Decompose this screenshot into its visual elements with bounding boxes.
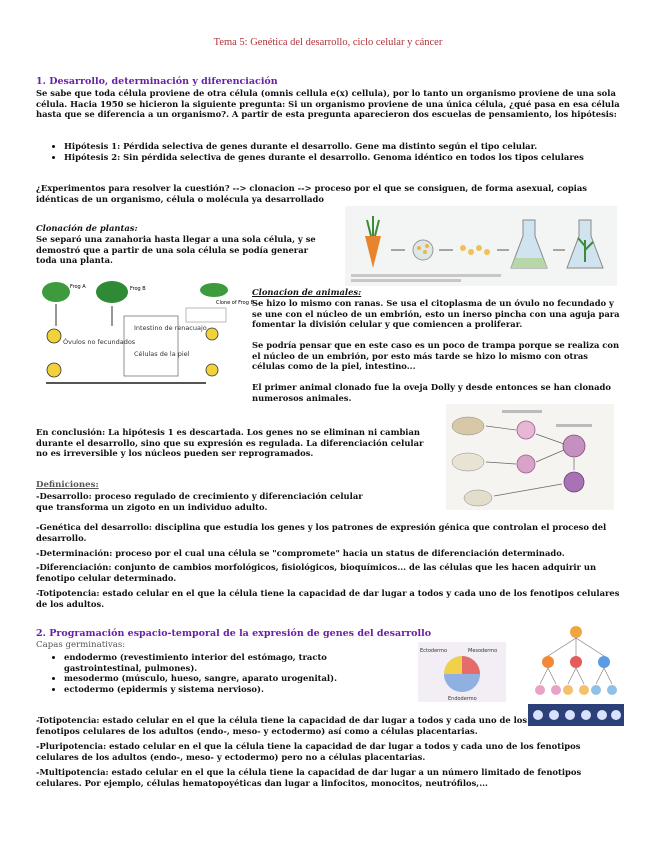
capas-list bbox=[36, 652, 356, 694]
intestino-label: Intestino de renacuajo bbox=[134, 324, 207, 332]
experiments-paragraph: ¿Experimentos para resolver la cuestión? --> clonacion --> proceso por el que se consiguen, de forma asexual, copias idénticas de un organismo, célula o molécula ya desarrollado bbox=[36, 183, 588, 204]
capa-mesodermo: • mesodermo (músculo, hueso, sangre, aparato urogenital). bbox=[64, 673, 356, 684]
section-1-heading: 1. Desarrollo, determinación y diferenciación bbox=[36, 76, 278, 87]
page-title: Tema 5: Genética del desarrollo, ciclo celular y cáncer bbox=[213, 37, 443, 48]
ovulos-label: Óvulos no fecundados bbox=[63, 338, 136, 346]
potencia-totipotencia: -Totipotencia: estado celular en el que la célula tiene la capacidad de dar lugar a todos y cada uno de los fenotipos celulares de los adultos (endo-, meso- y ectodermo) así como a células placentarias. bbox=[36, 715, 528, 736]
animals-heading: Clonacion de animales: bbox=[252, 287, 362, 297]
frog-clone-label: Clone of Frog B bbox=[216, 300, 254, 306]
stem-cell-hierarchy-figure bbox=[526, 622, 626, 732]
conclusion-paragraph: En conclusión: La hipótesis 1 es descartada. Los genes no se eliminan ni cambian durante el desarrollo, sino que su expresión es regulada. La diferenciación celular no es irreversible y los núcleos pueden ser reprogramados. bbox=[36, 427, 424, 459]
celulas-piel-label: Células de la piel bbox=[134, 350, 190, 358]
section-1-intro: Se sabe que toda célula proviene de otra célula (omnis cellula e(x) cellula), por lo tanto un organismo proviene de una sola célula. Hacia 1950 se hicieron la siguiente pregunta: Si un organismo proviene de una única célula, ¿qué pasa en esa célula hasta que se diferencia a un organismo?. A partir de esta pregunta aparecieron dos escuelas de pensamiento, los hipótesis: bbox=[36, 88, 620, 120]
animals-paragraph-3: El primer animal clonado fue la oveja Dolly y desde entonces se han clonado numerosos animales. bbox=[252, 382, 611, 403]
plants-text: Se separó una zanahoria hasta llegar a una sola célula, y se demostró que a partir de una sola célula se podía generar toda una planta. bbox=[36, 234, 316, 266]
animals-paragraph-2: Se podría pensar que en este caso es un poco de trampa porque se realiza con el núcleo de un embrión, por esto más tarde se hizo lo mismo con otras células como de la piel, intestino... bbox=[252, 340, 620, 372]
definitions-heading: Definiciones: bbox=[36, 480, 99, 490]
capas-heading: Capas germinativas: bbox=[36, 640, 126, 650]
frog-b-label: Frog B bbox=[130, 286, 146, 292]
capa-ectodermo: • ectodermo (epidermis y sistema nervioso). bbox=[64, 684, 356, 695]
definition-genetica: -Genética del desarrollo: disciplina que estudia los genes y los patrones de expresión génica que controlan el proceso del desarrollo. bbox=[36, 522, 607, 543]
germ-layers-figure bbox=[418, 642, 506, 702]
frog-cloning-figure bbox=[36, 278, 254, 388]
endodermo-label: Endodermo bbox=[448, 696, 477, 702]
dolly-cloning-figure bbox=[446, 404, 614, 510]
definition-totipotencia: -Totipotencia: estado celular en el que la célula tiene la capacidad de dar lugar a todos y cada uno de los fenotipos celulares de los adultos. bbox=[36, 588, 620, 609]
carrot-cloning-figure bbox=[345, 206, 617, 286]
definition-diferenciacion: -Diferenciación: conjunto de cambios morfológicos, fisiológicos, bioquímicos... de las células que les hacen adquirir un fenotipo celular determinado. bbox=[36, 562, 597, 583]
hypotheses-list bbox=[36, 141, 636, 162]
frog-a-label: Frog A bbox=[70, 284, 86, 290]
potencia-pluripotencia: -Pluripotencia: estado celular en el que la célula tiene la capacidad de dar lugar a todos y cada uno de los fenotipos celulares de los adultos (endo-, meso- y ectodermo) pero no a células placentarias. bbox=[36, 741, 581, 762]
potencia-multipotencia: -Multipotencia: estado celular en el que la célula tiene la capacidad de dar lugar a un número limitado de fenotipos celulares. Por ejemplo, células hematopoyéticas dan lugar a linfocitos, monocitos, neutrófilos,... bbox=[36, 767, 582, 788]
hypothesis-2: • Hipótesis 2: Sin pérdida selectiva de genes durante el desarrollo. Genoma idéntico en todos los tipos celulares bbox=[64, 152, 636, 163]
hypothesis-1: • Hipótesis 1: Pérdida selectiva de genes durante el desarrollo. Gene ma distinto según el tipo celular. bbox=[64, 141, 636, 152]
ectodermo-label: Ectodermo bbox=[420, 648, 448, 654]
definition-determinacion: -Determinación: proceso por el cual una célula se "compromete" hacia un status de diferenciación determinado. bbox=[36, 548, 565, 558]
section-2-heading: 2. Programación espacio-temporal de la expresión de genes del desarrollo bbox=[36, 628, 432, 639]
mesodermo-label: Mesodermo bbox=[468, 648, 498, 654]
definition-desarrollo: -Desarrollo: proceso regulado de crecimiento y diferenciación celular que transforma un zigoto en un individuo adulto. bbox=[36, 491, 363, 512]
plants-heading: Clonación de plantas: bbox=[36, 223, 138, 233]
animals-paragraph-1: Se hizo lo mismo con ranas. Se usa el citoplasma de un óvulo no fecundado y se une con el núcleo de un embrión, esto un inerso pincha con una aguja para fomentar la división celular y que comiencen a proliferar. bbox=[252, 298, 620, 330]
capa-endodermo: • endodermo (revestimiento interior del estómago, tracto gastrointestinal, pulmones). bbox=[64, 652, 356, 673]
